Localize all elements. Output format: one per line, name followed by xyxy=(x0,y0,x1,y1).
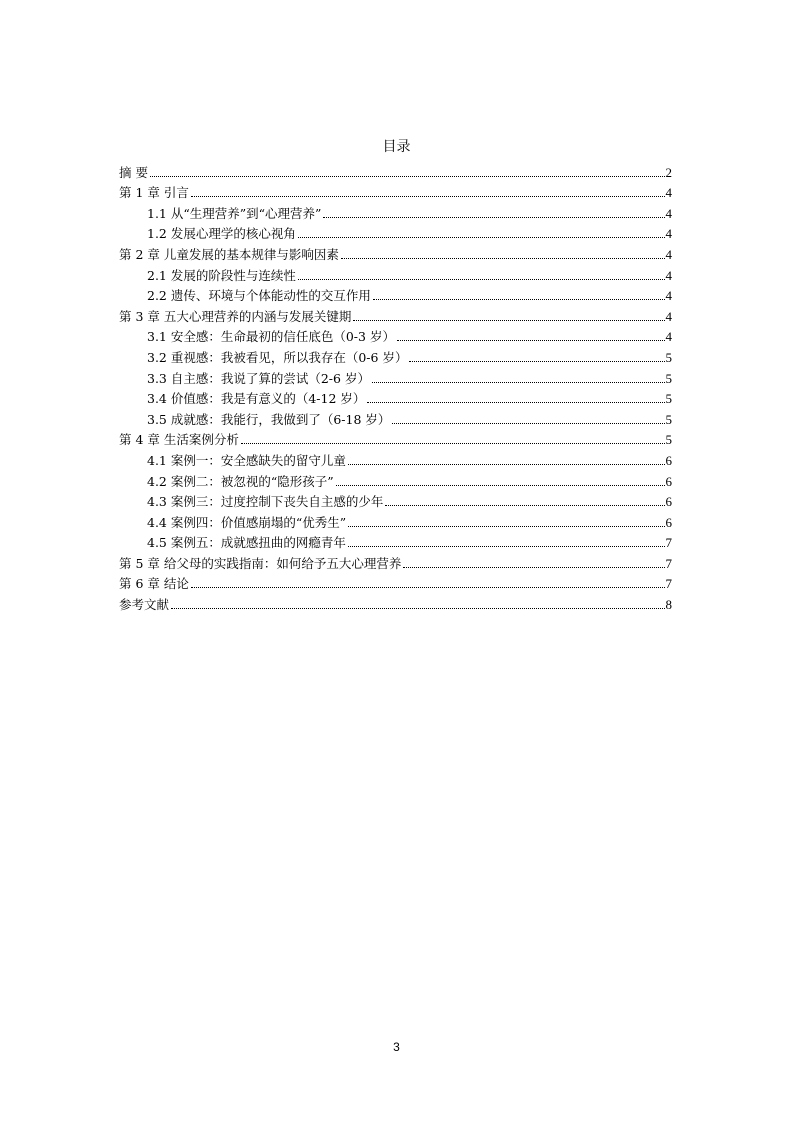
toc-entry-label: 第 1 章 引言 xyxy=(119,185,189,201)
toc-entry-page: 7 xyxy=(665,555,672,571)
toc-entry-label: 4.5 案例五：成就感扭曲的网瘾青年 xyxy=(147,535,346,551)
dot-leader xyxy=(353,320,664,321)
dot-leader xyxy=(392,423,664,424)
page-number: 3 xyxy=(393,1040,400,1054)
toc-entry-page: 5 xyxy=(665,370,672,386)
toc-entry-page: 4 xyxy=(665,267,672,283)
toc-entry-3-3[interactable] xyxy=(119,366,672,387)
dot-leader xyxy=(348,526,664,527)
toc-entry-4-1[interactable] xyxy=(119,448,672,469)
toc-entry-label: 3.3 自主感：我说了算的尝试（2-6 岁） xyxy=(147,370,370,386)
dot-leader xyxy=(385,505,664,506)
toc-entry-label: 3.1 安全感：生命最初的信任底色（0-3 岁） xyxy=(147,329,395,345)
toc-entry-page: 8 xyxy=(665,597,672,613)
toc-entry-label: 3.2 重视感：我被看见，所以我存在（0-6 岁） xyxy=(147,349,408,365)
dot-leader xyxy=(191,196,665,197)
toc-entry-page: 4 xyxy=(665,288,672,304)
toc-entry-label: 2.2 遗传、环境与个体能动性的交互作用 xyxy=(147,288,371,304)
dot-leader xyxy=(373,299,665,300)
toc-entry-page: 5 xyxy=(665,391,672,407)
toc-entry-label: 2.1 发展的阶段性与连续性 xyxy=(147,267,296,283)
toc-entry-references[interactable] xyxy=(119,592,672,613)
toc-entry-chapter-3[interactable] xyxy=(119,304,672,325)
toc-entry-4-3[interactable] xyxy=(119,490,672,511)
dot-leader xyxy=(372,382,665,383)
toc-entry-4-4[interactable] xyxy=(119,510,672,531)
dot-leader xyxy=(403,567,664,568)
toc-entry-label: 3.5 成就感：我能行，我做到了（6-18 岁） xyxy=(147,411,391,427)
toc-entry-label: 4.4 案例四：价值感崩塌的“优秀生” xyxy=(147,514,347,530)
toc-entry-label: 摘 要 xyxy=(119,164,148,180)
toc-entry-page: 4 xyxy=(665,185,672,201)
toc-entry-2-2[interactable] xyxy=(119,284,672,305)
toc-entry-page: 5 xyxy=(665,432,672,448)
toc-title: 目录 xyxy=(382,139,411,155)
toc-entry-chapter-4[interactable] xyxy=(119,428,672,449)
dot-leader xyxy=(241,443,665,444)
table-of-contents xyxy=(119,160,672,613)
toc-entry-page: 4 xyxy=(665,226,672,242)
toc-entry-chapter-5[interactable] xyxy=(119,551,672,572)
toc-entry-page: 6 xyxy=(665,452,672,468)
toc-entry-page: 4 xyxy=(665,308,672,324)
toc-entry-page: 2 xyxy=(665,164,672,180)
toc-entry-1-2[interactable] xyxy=(119,222,672,243)
toc-entry-label: 第 4 章 生活案例分析 xyxy=(119,432,239,448)
toc-entry-page: 4 xyxy=(665,329,672,345)
toc-entry-page: 4 xyxy=(665,205,672,221)
toc-entry-label: 第 6 章 结论 xyxy=(119,576,189,592)
toc-entry-chapter-6[interactable] xyxy=(119,572,672,593)
toc-entry-label: 1.2 发展心理学的核心视角 xyxy=(147,226,296,242)
toc-entry-page: 6 xyxy=(665,494,672,510)
toc-entry-3-1[interactable] xyxy=(119,325,672,346)
dot-leader xyxy=(171,608,664,609)
dot-leader xyxy=(341,258,665,259)
toc-entry-abstract[interactable] xyxy=(119,160,672,181)
dot-leader xyxy=(191,587,665,588)
dot-leader xyxy=(336,485,665,486)
toc-entry-page: 6 xyxy=(665,514,672,530)
toc-entry-page: 6 xyxy=(665,473,672,489)
toc-entry-3-4[interactable] xyxy=(119,387,672,408)
toc-entry-label: 4.3 案例三：过度控制下丧失自主感的少年 xyxy=(147,494,384,510)
dot-leader xyxy=(323,217,664,218)
toc-entry-label: 第 2 章 儿童发展的基本规律与影响因素 xyxy=(119,246,339,262)
toc-entry-chapter-1[interactable] xyxy=(119,181,672,202)
toc-entry-page: 7 xyxy=(665,535,672,551)
toc-entry-label: 1.1 从“生理营养”到“心理营养” xyxy=(147,205,322,221)
toc-entry-chapter-2[interactable] xyxy=(119,242,672,263)
dot-leader xyxy=(397,340,665,341)
toc-entry-label: 3.4 价值感：我是有意义的（4-12 岁） xyxy=(147,391,366,407)
dot-leader xyxy=(298,279,665,280)
dot-leader xyxy=(367,402,664,403)
toc-entry-label: 第 3 章 五大心理营养的内涵与发展关键期 xyxy=(119,308,352,324)
toc-entry-label: 参考文献 xyxy=(119,597,170,613)
dot-leader xyxy=(348,464,665,465)
toc-entry-4-2[interactable] xyxy=(119,469,672,490)
dot-leader xyxy=(348,546,665,547)
toc-entry-label: 4.2 案例二：被忽视的“隐形孩子” xyxy=(147,473,334,489)
toc-entry-label: 第 5 章 给父母的实践指南：如何给予五大心理营养 xyxy=(119,555,402,571)
dot-leader xyxy=(298,237,665,238)
toc-entry-3-2[interactable] xyxy=(119,345,672,366)
toc-entry-page: 5 xyxy=(665,411,672,427)
toc-entry-page: 4 xyxy=(665,246,672,262)
toc-entry-4-5[interactable] xyxy=(119,531,672,552)
toc-entry-page: 7 xyxy=(665,576,672,592)
dot-leader xyxy=(150,176,665,177)
dot-leader xyxy=(409,361,664,362)
toc-entry-2-1[interactable] xyxy=(119,263,672,284)
toc-entry-1-1[interactable] xyxy=(119,201,672,222)
toc-entry-page: 5 xyxy=(665,349,672,365)
toc-entry-label: 4.1 案例一：安全感缺失的留守儿童 xyxy=(147,452,346,468)
toc-entry-3-5[interactable] xyxy=(119,407,672,428)
